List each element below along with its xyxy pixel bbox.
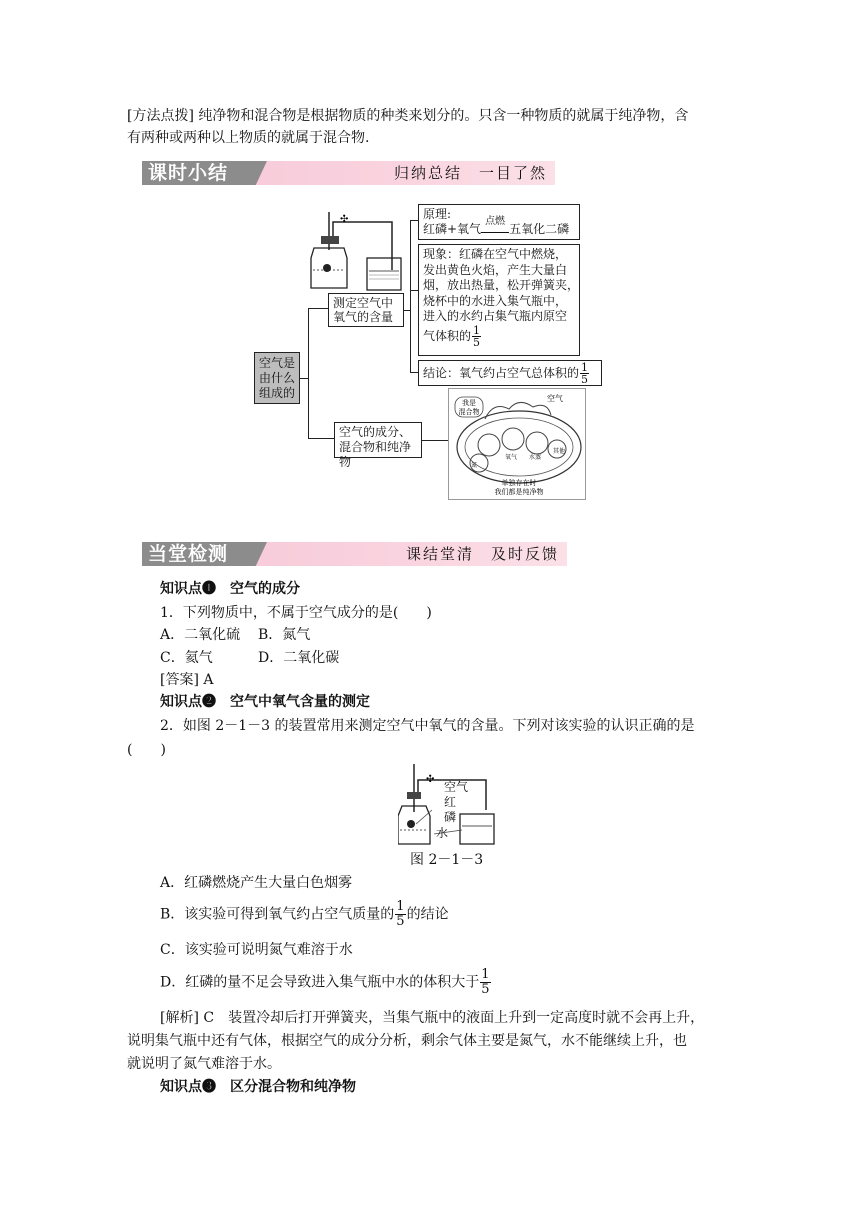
check-banner-title: 当堂检测 <box>148 543 229 565</box>
frac-den: 5 <box>481 982 490 997</box>
principle-box <box>418 204 580 240</box>
cartoon-label-air: 空气 <box>547 394 563 403</box>
figure-label-red: 红 <box>444 795 457 809</box>
svg-text:水蒸: 水蒸 <box>529 454 542 461</box>
svg-text:氧气: 氧气 <box>505 454 518 461</box>
phenomenon-line: 发出黄色火焰，产生大量白 <box>423 262 568 277</box>
air-cartoon-image <box>448 388 586 500</box>
svg-text:✣: ✣ <box>426 774 435 785</box>
q1-option-b: B．氮气 <box>258 627 311 643</box>
q1-option-d: D．二氧化碳 <box>258 650 340 666</box>
figure-label-phosphorus: 磷 <box>444 810 457 824</box>
conclusion-text: 结论：氧气约占空气总体积的 <box>423 366 580 380</box>
q2-option-d-pre: D．红磷的量不足会导致进入集气瓶中水的体积大于 <box>160 974 480 991</box>
q2-option-b-pre: B．该实验可得到氧气约占空气质量的 <box>160 906 395 923</box>
figure-label-water: 水 <box>436 826 449 840</box>
q2-option-a: A．红磷燃烧产生大量白色烟雾 <box>160 875 353 891</box>
q2-analysis-text2: 说明集气瓶中还有气体，根据空气的成分分析，剩余气体主要是氮气，水不能继续上升，也 <box>127 1033 687 1049</box>
frac-den: 5 <box>473 335 481 349</box>
concept-root-text: 空气是由什么组成的 <box>259 356 296 400</box>
fraction-one-fifth <box>580 362 589 385</box>
check-banner <box>142 542 567 566</box>
figure-label-air: 空气 <box>444 780 469 794</box>
method-tip-text2: 有两种或两种以上物质的就属于混合物. <box>127 130 370 146</box>
fraction-one-fifth <box>472 325 481 348</box>
frac-num: 1 <box>396 899 405 914</box>
svg-text:✣: ✣ <box>340 214 349 225</box>
phenomenon-line: 烟，放出热量，松开弹簧夹， <box>423 278 580 292</box>
conclusion-box <box>418 360 602 386</box>
concept-root-box <box>254 352 300 404</box>
apparatus-drawing <box>302 208 402 294</box>
branch-measure-oxygen-text: 测定空气中氧气的含量 <box>333 296 394 324</box>
fraction-one-fifth <box>395 900 405 929</box>
q2-analysis-text1: C 装置冷却后打开弹簧夹，当集气瓶中的液面上升到一定高度时就不会再上升， <box>203 1010 705 1026</box>
branch-air-components <box>334 422 422 469</box>
q1-answer <box>160 670 214 690</box>
q2-analysis-line1 <box>160 1008 704 1028</box>
check-banner-subtitle: 课结堂清 及时反馈 <box>405 545 559 563</box>
frac-num: 1 <box>473 323 481 337</box>
phenomenon-line: 现象：红磷在空气中燃烧， <box>423 247 568 261</box>
svg-text:氮: 氮 <box>471 462 478 469</box>
q1-option-a: A．二氧化硫 <box>160 627 241 643</box>
method-tip-label: [方法点拨] <box>127 108 194 124</box>
principle-condition: 点燃 <box>485 216 506 227</box>
principle-reactants: 红磷+氧气 <box>423 222 482 236</box>
q2-option-b-post: 的结论 <box>406 906 449 923</box>
phenomenon-line: 烧杯中的水进入集气瓶中， <box>423 293 568 308</box>
q1-stem: 1．下列物质中，不属于空气成分的是( ) <box>160 605 432 621</box>
knowledge-point-3: 知识点❸ 区分混合物和纯净物 <box>160 1079 356 1095</box>
q1-option-c: C．氦气 <box>160 650 213 666</box>
q2-analysis-text3: 就说明了氮气难溶于水。 <box>127 1056 281 1072</box>
cartoon-label-mixture-1: 我是 <box>462 399 476 407</box>
cartoon-caption-1: 单独存在时 <box>501 479 537 487</box>
branch-air-components-text: 空气的成分、混合物和纯净物 <box>339 425 412 469</box>
method-tip-line1 <box>127 106 688 126</box>
principle-label: 原理: <box>423 207 452 221</box>
svg-text:其他: 其他 <box>553 448 566 455</box>
q1-answer-label: [答案] <box>160 672 199 688</box>
summary-banner-title: 课时小结 <box>148 162 229 184</box>
q2-stem-line2: ( ) <box>127 742 166 758</box>
figure-2-1-3 <box>398 760 498 846</box>
figure-caption: 图 2－1－3 <box>410 852 484 868</box>
frac-den: 5 <box>581 373 589 386</box>
branch-measure-oxygen <box>328 293 404 327</box>
q1-answer-value: A <box>203 672 214 688</box>
cartoon-caption-2: 我们都是纯净物 <box>494 488 544 496</box>
frac-den: 5 <box>396 914 405 929</box>
summary-banner-subtitle: 归纳总结 一目了然 <box>393 164 547 182</box>
concept-map <box>250 200 590 505</box>
fraction-one-fifth <box>480 968 490 997</box>
q2-option-b <box>160 900 449 929</box>
q2-stem-line1: 2．如图 2－1－3 的装置常用来测定空气中氧气的含量。下列对该实验的认识正确的是 <box>160 718 695 734</box>
q2-analysis-label: [解析] <box>160 1010 199 1026</box>
phenomenon-line: 气体积的 <box>423 328 472 343</box>
method-tip-text1: 纯净物和混合物是根据物质的种类来划分的。只含一种物质的就属于纯净物，含 <box>198 108 689 124</box>
principle-product: 五氧化二磷 <box>509 222 570 236</box>
frac-num: 1 <box>581 361 589 374</box>
summary-banner <box>142 161 555 185</box>
knowledge-point-2: 知识点❷ 空气中氧气含量的测定 <box>160 694 370 710</box>
phenomenon-box <box>418 244 580 356</box>
q2-option-c: C．该实验可说明氮气难溶于水 <box>160 942 353 958</box>
cartoon-label-mixture-2: 混合物 <box>458 408 480 416</box>
knowledge-point-1: 知识点❶ 空气的成分 <box>160 581 300 597</box>
q2-option-d <box>160 968 492 997</box>
phenomenon-line: 进入的水约占集气瓶内原空 <box>423 309 568 323</box>
frac-num: 1 <box>481 967 490 982</box>
